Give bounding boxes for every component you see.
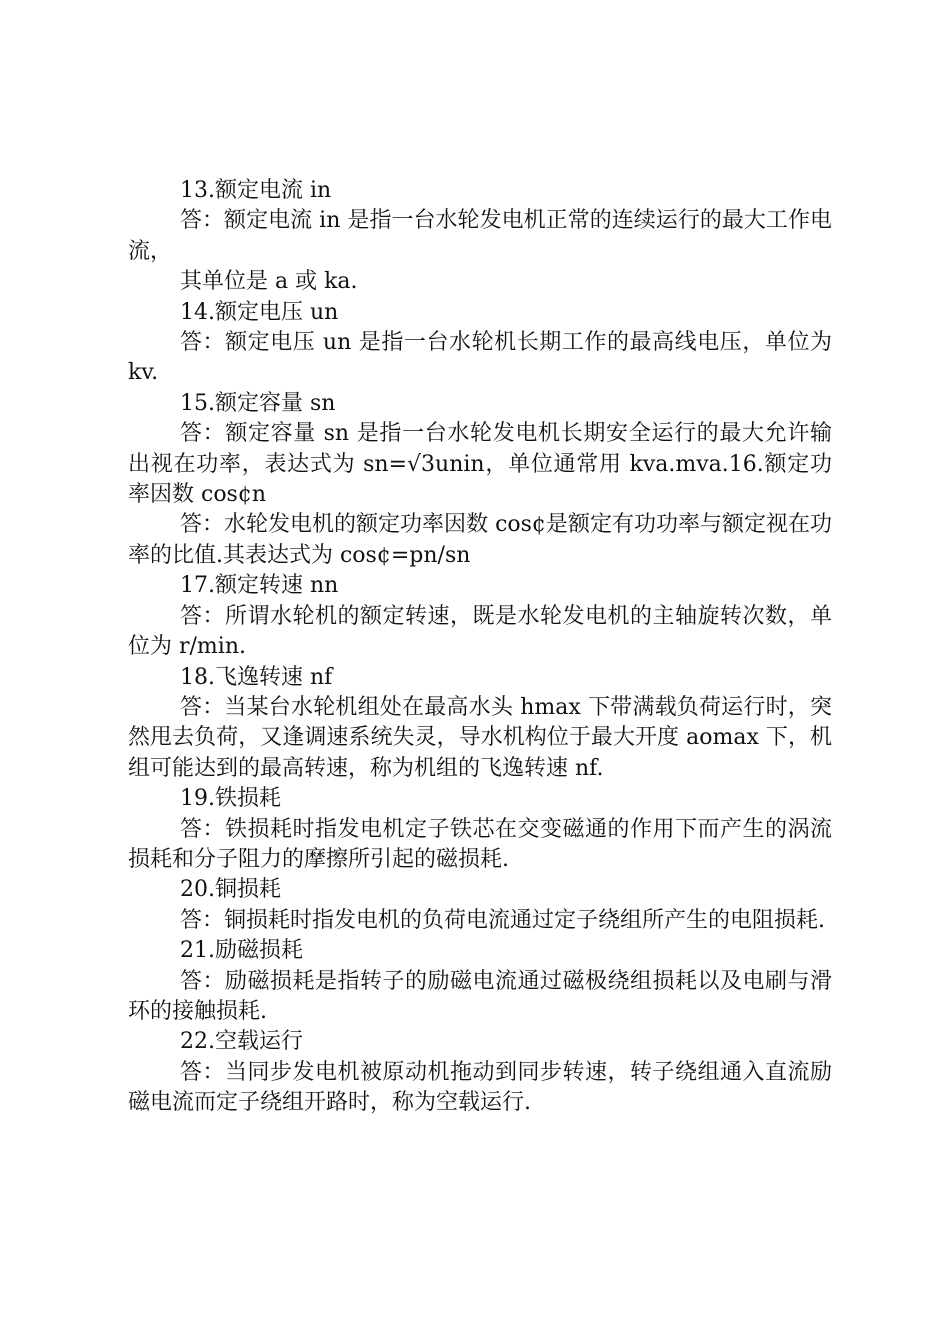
answer-22: 答：当同步发电机被原动机拖动到同步转速，转子绕组通入直流励磁电流而定子绕组开路时，称为空载运行. <box>128 1059 832 1116</box>
answer-13-unit: 其单位是 a 或 ka. <box>180 269 358 295</box>
heading-13: 13.额定电流 in <box>180 178 332 203</box>
heading-21: 21.励磁损耗 <box>180 938 303 964</box>
answer-19: 答：铁损耗时指发电机定子铁芯在交变磁通的作用下而产生的涡流损耗和分子阻力的摩擦所引起的磁损耗. <box>128 816 832 872</box>
heading-20: 20.铜损耗 <box>180 877 281 903</box>
heading-15: 15.额定容量 sn <box>180 390 336 416</box>
answer-18: 答：当某台水轮机组处在最高水头 hmax 下带满载负荷运行时，突然甩去负荷，又逢调速系统失灵，导水机构位于最大开度 aomax 下，机组可能达到的最高转速，称为机组的飞逸转速 nf. <box>128 694 832 781</box>
heading-19: 19.铁损耗 <box>180 786 281 812</box>
answer-15: 答：额定容量 sn 是指一台水轮发电机长期安全运行的最大允许输出视在功率，表达式为 sn=√3unin，单位通常用 kva.mva.16.额定功率因数 cos¢n <box>128 421 832 508</box>
heading-18: 18.飞逸转速 nf <box>180 664 333 690</box>
document-body <box>128 176 832 1119</box>
heading-14: 14.额定电压 un <box>180 299 339 325</box>
answer-20: 答：铜损耗时指发电机的负荷电流通过定子绕组所产生的电阻损耗. <box>180 907 825 933</box>
heading-22: 22.空载运行 <box>180 1029 303 1055</box>
answer-13: 答：额定电流 in 是指一台水轮发电机正常的连续运行的最大工作电流， <box>128 208 832 264</box>
heading-17: 17.额定转速 nn <box>180 573 339 599</box>
answer-17: 答：所谓水轮机的额定转速，既是水轮发电机的主轴旋转次数，单位为 r/min. <box>128 603 832 660</box>
answer-14: 答：额定电压 un 是指一台水轮机长期工作的最高线电压，单位为 kv. <box>128 330 832 386</box>
answer-16: 答：水轮发电机的额定功率因数 cos¢是额定有功功率与额定视在功率的比值.其表达式为 cos¢=pn/sn <box>128 512 832 568</box>
answer-21: 答：励磁损耗是指转子的励磁电流通过磁极绕组损耗以及电刷与滑环的接触损耗. <box>128 968 832 1024</box>
